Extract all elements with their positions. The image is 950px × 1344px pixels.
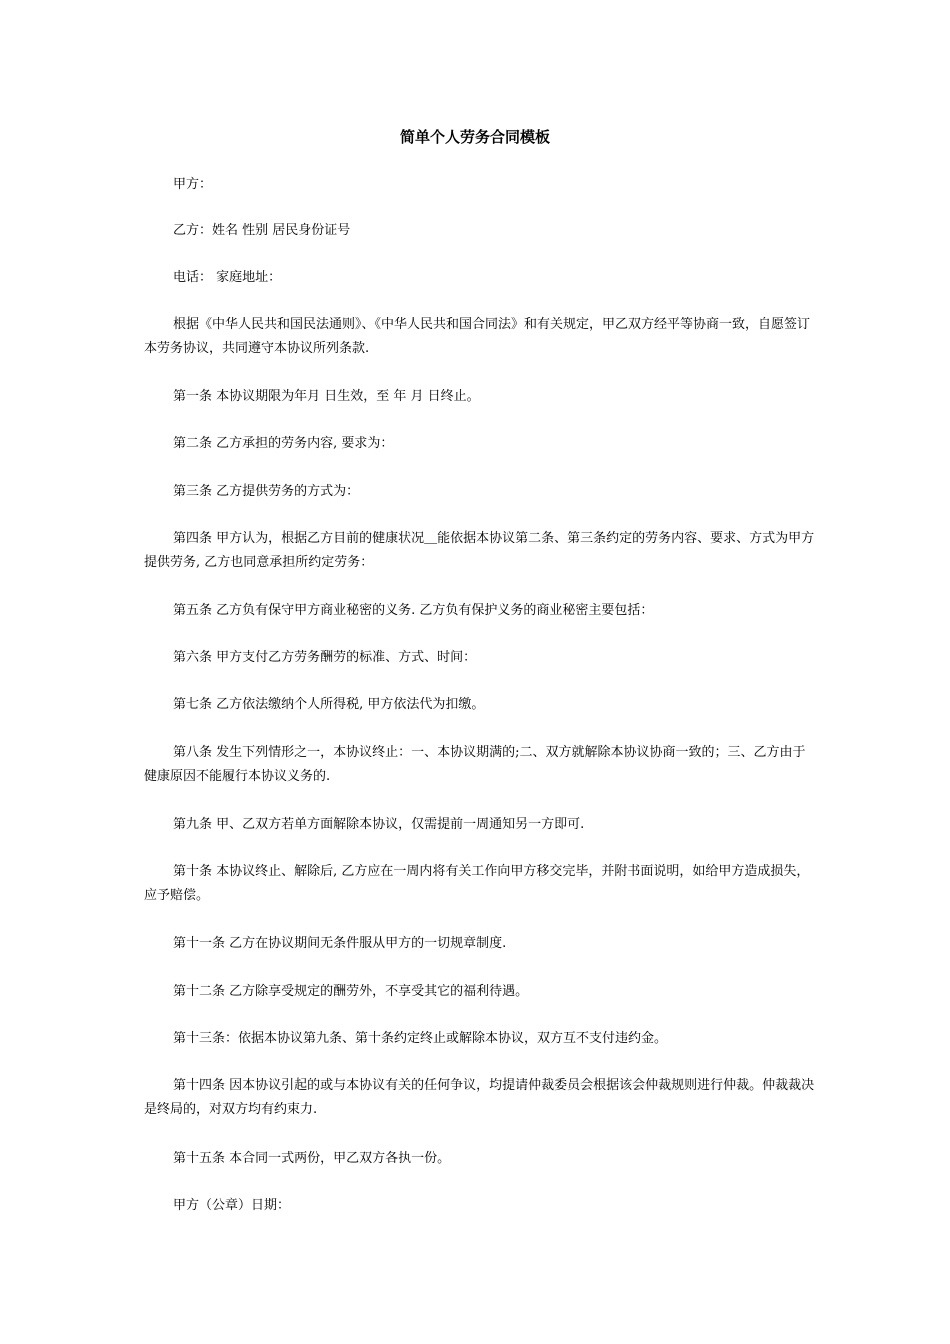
article-7: 第七条 乙方依法缴纳个人所得税, 甲方依法代为扣缴。: [173, 697, 485, 712]
party-b-line: 乙方：姓名 性别 居民身份证号: [173, 223, 351, 238]
party-a-line: 甲方：: [173, 177, 213, 192]
article-5: 第五条 乙方负有保守甲方商业秘密的义务. 乙方负有保护义务的商业秘密主要包括：: [173, 603, 654, 618]
article-9: 第九条 甲、乙双方若单方面解除本协议，仅需提前一周通知另一方即可.: [173, 817, 585, 832]
article-11: 第十一条 乙方在协议期间无条件服从甲方的一切规章制度.: [173, 936, 507, 951]
preamble-paragraph: 根据《中华人民共和国民法通则》、《中华人民共和国合同法》和有关规定，甲乙双方经平等协商一致，自愿签订本劳务协议，共同遵守本协议所列条款.: [144, 317, 811, 356]
article-4: 第四条 甲方认为，根据乙方目前的健康状况＿能依据本协议第二条、第三条约定的劳务内容、要求、方式为甲方提供劳务, 乙方也同意承担所约定劳务：: [144, 531, 815, 570]
document-title: 简单个人劳务合同模板: [399, 128, 550, 146]
article-10: 第十条 本协议终止、解除后, 乙方应在一周内将有关工作向甲方移交完毕，并附书面说明，如给甲方造成损失，应予赔偿。: [144, 864, 810, 903]
article-14: 第十四条 因本协议引起的或与本协议有关的任何争议，均提请仲裁委员会根据该会仲裁规则进行仲裁。仲裁裁决是终局的，对双方均有约束力.: [144, 1078, 815, 1117]
article-8: 第八条 发生下列情形之一，本协议终止：一、本协议期满的;二、双方就解除本协议协商一致的；三、乙方由于健康原因不能履行本协议义务的.: [144, 745, 806, 784]
signature-line: 甲方（公章）日期：: [173, 1198, 291, 1213]
article-12: 第十二条 乙方除享受规定的酬劳外，不享受其它的福利待遇。: [173, 984, 529, 999]
contact-line: 电话： 家庭地址：: [173, 270, 282, 285]
article-6: 第六条 甲方支付乙方劳务酬劳的标准、方式、时间：: [173, 650, 477, 665]
article-3: 第三条 乙方提供劳务的方式为：: [173, 484, 360, 499]
article-13: 第十三条：依据本协议第九条、第十条约定终止或解除本协议，双方互不支付违约金。: [173, 1031, 668, 1046]
article-2: 第二条 乙方承担的劳务内容, 要求为：: [173, 436, 394, 451]
article-15: 第十五条 本合同一式两份，甲乙双方各执一份。: [173, 1151, 451, 1166]
article-1: 第一条 本协议期限为年月 日生效，至 年 月 日终止。: [173, 389, 480, 404]
